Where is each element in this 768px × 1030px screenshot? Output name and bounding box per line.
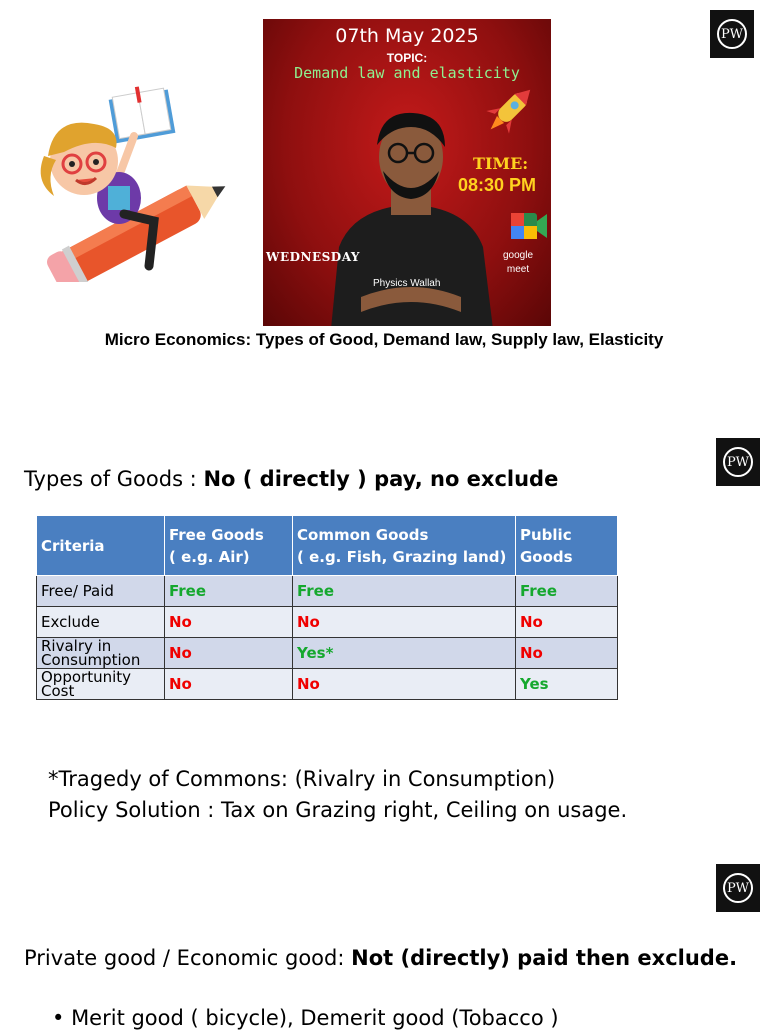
table-cell: Yes <box>516 669 618 700</box>
goods-comparison-table <box>36 515 618 700</box>
table-cell: Exclude <box>37 607 165 638</box>
poster-day: WEDNESDAY <box>266 250 360 264</box>
event-poster <box>263 19 551 326</box>
google-meet-icon <box>509 209 549 243</box>
pw-logo-icon: PW <box>716 864 760 912</box>
table-cell: No <box>293 607 516 638</box>
poster-date: 07th May 2025 <box>335 25 479 47</box>
table-header: Public Goods <box>516 516 618 576</box>
poster-time: 08:30 PM <box>458 175 537 195</box>
page-caption: Micro Economics: Types of Good, Demand law, Supply law, Elasticity <box>104 330 664 349</box>
table-cell: Free <box>165 576 293 607</box>
tragedy-note: *Tragedy of Commons: (Rivalry in Consumption) <box>48 767 556 791</box>
table-header: Free Goods ( e.g. Air) <box>165 516 293 576</box>
table-row <box>37 669 618 700</box>
policy-note: Policy Solution : Tax on Grazing right, Ceiling on usage. <box>48 798 628 822</box>
table-cell: Opportunity Cost <box>37 669 165 700</box>
poster-meet-label: google meet <box>503 250 534 275</box>
table-row <box>37 638 618 669</box>
heading-emphasis: No ( directly ) pay, no exclude <box>203 467 559 491</box>
table-row <box>37 576 618 607</box>
table-cell: Free/ Paid <box>37 576 165 607</box>
heading-text: Types of Goods : <box>24 467 204 491</box>
table-header: Criteria <box>37 516 165 576</box>
table-row <box>37 607 618 638</box>
table-cell: No <box>516 638 618 669</box>
table-cell: No <box>293 669 516 700</box>
heading-emphasis: Not (directly) paid then exclude. <box>351 946 738 970</box>
poster-topic-label: TOPIC: <box>386 51 428 65</box>
poster-brand: Physics Wallah <box>373 278 441 289</box>
types-of-goods-heading <box>24 467 558 491</box>
table-cell: Yes* <box>293 638 516 669</box>
table-header: Common Goods ( e.g. Fish, Grazing land) <box>293 516 516 576</box>
girl-on-pencil-illustration <box>24 86 246 282</box>
table-cell: No <box>165 669 293 700</box>
table-cell: No <box>165 607 293 638</box>
table-cell: No <box>165 638 293 669</box>
pw-logo-icon: PW <box>710 10 754 58</box>
poster-topic: Demand law and elasticity <box>294 64 520 82</box>
table-cell: No <box>516 607 618 638</box>
bullet-icon: • <box>52 1006 72 1030</box>
presenter-photo <box>321 97 501 326</box>
table-cell: Free <box>516 576 618 607</box>
merit-demerit-bullet <box>52 1006 559 1030</box>
pw-logo-icon: PW <box>716 438 760 486</box>
table-cell: Rivalry in Consumption <box>37 638 165 669</box>
private-good-heading <box>24 946 737 970</box>
bullet-text: Merit good ( bicycle), Demerit good (Tobacco ) <box>71 1006 559 1030</box>
poster-time-label: TIME: <box>473 154 529 173</box>
heading-text: Private good / Economic good: <box>24 946 352 970</box>
table-cell: Free <box>293 576 516 607</box>
